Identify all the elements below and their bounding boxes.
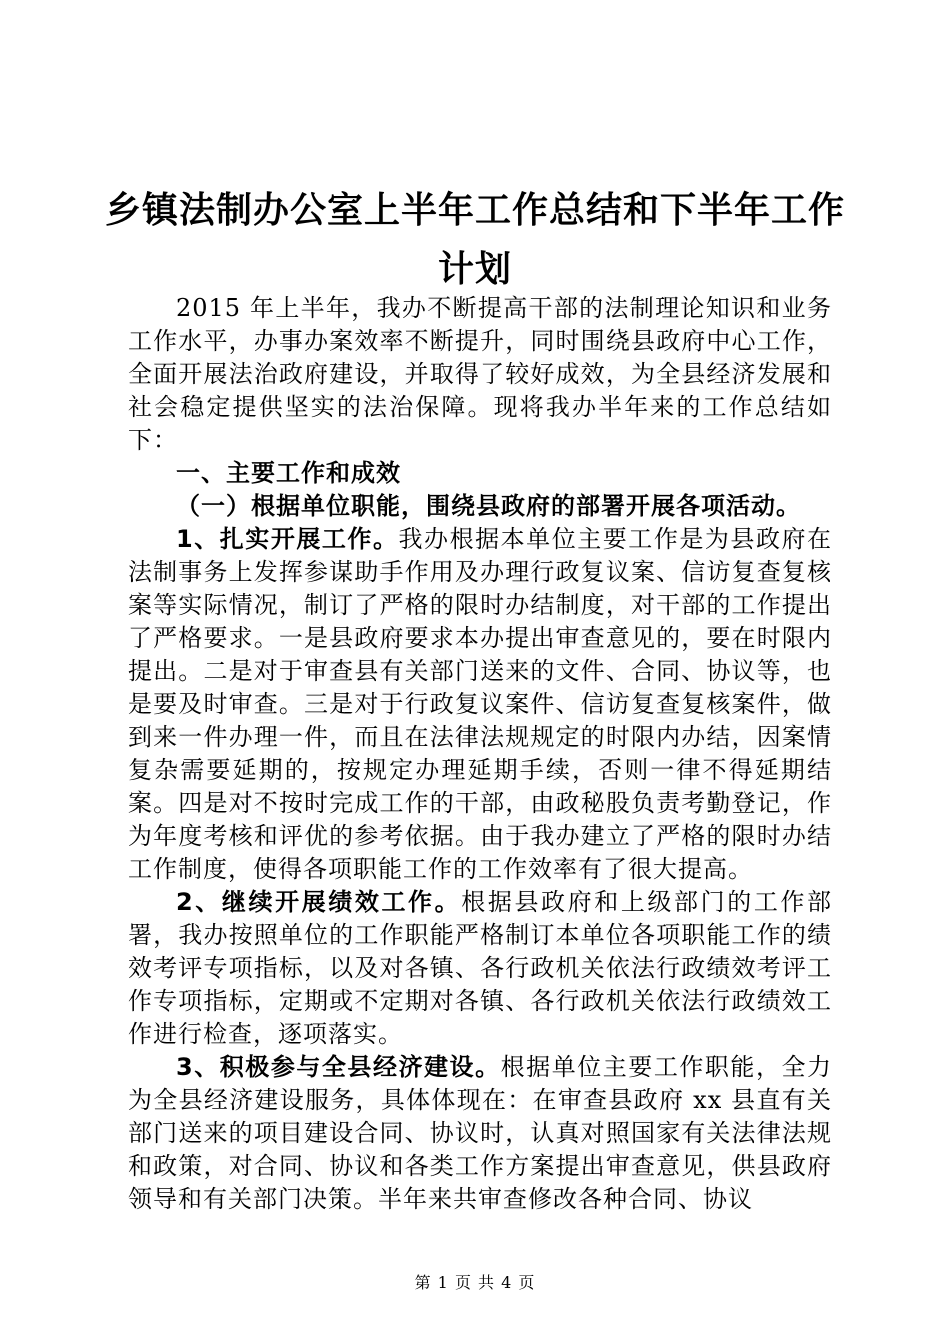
page-footer: 第 1 页 共 4 页 <box>414 1273 536 1292</box>
item-3-paragraph <box>128 1051 832 1216</box>
item-2-paragraph <box>128 886 832 1051</box>
section-heading-1: 一、主要工作和成效 <box>176 459 401 487</box>
item-3-text: 根据单位主要工作职能，全力为全县经济建设服务，具体体现在：在审查县政府 xx 县直有关部门送来的项目建设合同、协议时，认真对照国家有关法律法规和政策，对合同、协议和各类工作方案提出审查意见，供县政府领导和有关部门决策。半年来共审查修改各种合同、协议 <box>128 1053 833 1213</box>
item-2-text: 根据县政府和上级部门的工作部署，我办按照单位的工作职能严格制订本单位各项职能工作的绩效考评专项指标，以及对各镇、各行政机关依法行政绩效考评工作专项指标，定期或不定期对各镇、各行政机关依法行政绩效工作进行检查，逐项落实。 <box>128 888 833 1048</box>
item-3-heading: 3、积极参与全县经济建设。 <box>176 1053 501 1081</box>
intro-paragraph: 2015 年上半年，我办不断提高干部的法制理论知识和业务工作水平，办事办案效率不断提升，同时围绕县政府中心工作，全面开展法治政府建设，并取得了较好成效，为全县经济发展和社会稳定提供坚实的法治保障。现将我办半年来的工作总结如下： <box>128 294 832 454</box>
item-1-heading: 1、扎实开展工作。 <box>176 525 399 553</box>
document-title-line-1: 乡镇法制办公室上半年工作总结和下半年工作 <box>104 190 845 231</box>
item-2-heading: 2、继续开展绩效工作。 <box>176 888 462 916</box>
item-1-text: 我办根据本单位主要工作是为县政府在法制事务上发挥参谋助手作用及办理行政复议案、信访复查复核案等实际情况，制订了严格的限时办结制度，对干部的工作提出了严格要求。一是县政府要求本办提出审查意见的，要在时限内提出。二是对于审查县有关部门送来的文件、合同、协议等，也是要及时审查。三是对于行政复议案件、信访复查复核案件，做到来一件办理一件，而且在法律法规规定的时限内办结，因案情复杂需要延期的，按规定办理延期手续，否则一律不得延期结案。四是对不按时完成工作的干部，由政秘股负责考勤登记，作为年度考核和评优的参考依据。由于我办建立了严格的限时办结工作制度，使得各项职能工作的工作效率有了很大提高。 <box>128 525 833 883</box>
subsection-heading-1: （一）根据单位职能，围绕县政府的部署开展各项活动。 <box>176 492 801 520</box>
item-1-paragraph <box>128 523 832 886</box>
document-body <box>128 292 832 1216</box>
document-title-line-2: 计划 <box>437 249 512 290</box>
